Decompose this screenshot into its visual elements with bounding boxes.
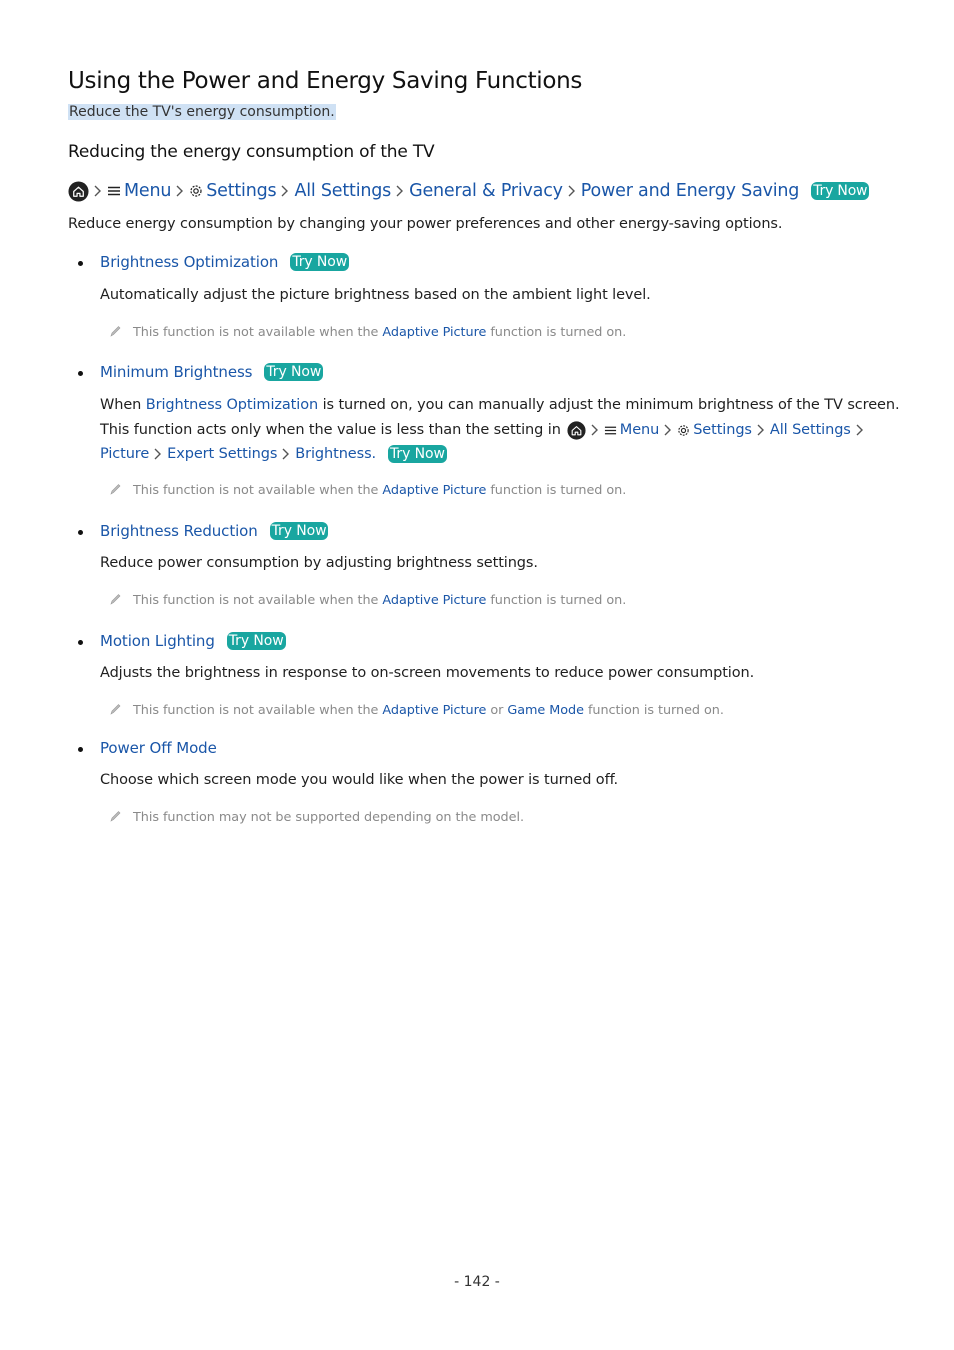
nav-general-privacy[interactable]: General & Privacy bbox=[409, 181, 563, 201]
item-description-line-2: This function acts only when the value is less than the setting in Menu Settings All Settings bbox=[100, 419, 869, 441]
chevron-right-icon bbox=[851, 420, 869, 440]
try-now-button[interactable]: Try Now bbox=[813, 183, 868, 199]
nav-settings[interactable]: Settings bbox=[693, 422, 752, 438]
item-description: Reduce power consumption by adjusting brightness settings. bbox=[100, 555, 538, 571]
try-now-button[interactable]: Try Now bbox=[390, 446, 445, 462]
item-note: This function is not available when the Adaptive Picture function is turned on. bbox=[133, 483, 627, 498]
pencil-note-icon bbox=[108, 809, 122, 823]
chevron-right-icon bbox=[276, 181, 294, 201]
chevron-right-icon bbox=[89, 181, 107, 201]
nav-menu[interactable]: Menu bbox=[124, 181, 172, 201]
menu-icon bbox=[107, 184, 121, 198]
item-description-line-1: When Brightness Optimization is turned on, you can manually adjust the minimum brightness of the TV screen. bbox=[100, 397, 900, 413]
chevron-right-icon bbox=[659, 420, 677, 440]
try-now-button[interactable]: Try Now bbox=[266, 364, 322, 380]
nav-all-settings[interactable]: All Settings bbox=[769, 422, 851, 438]
page-number: - 142 - bbox=[454, 1274, 500, 1290]
page-subtitle: Reduce the TV's energy consumption. bbox=[69, 104, 335, 120]
list-item bbox=[100, 739, 217, 757]
bullet bbox=[78, 747, 83, 752]
item-note: This function is not available when the Adaptive Picture function is turned on. bbox=[133, 325, 627, 340]
nav-settings[interactable]: Settings bbox=[206, 181, 277, 201]
chevron-right-icon bbox=[586, 420, 604, 440]
chevron-right-icon bbox=[563, 181, 581, 201]
page-title: Using the Power and Energy Saving Functions bbox=[68, 68, 583, 94]
item-note: This function may not be supported depending on the model. bbox=[133, 810, 524, 825]
nav-brightness[interactable]: Brightness. bbox=[295, 446, 377, 462]
bullet bbox=[78, 261, 83, 266]
home-icon[interactable] bbox=[567, 421, 586, 440]
nav-all-settings[interactable]: All Settings bbox=[294, 181, 392, 201]
chevron-right-icon bbox=[752, 420, 770, 440]
list-item bbox=[100, 522, 328, 540]
menu-icon bbox=[604, 424, 617, 437]
power-off-mode-link[interactable]: Power Off Mode bbox=[100, 739, 217, 757]
chevron-right-icon bbox=[277, 444, 295, 464]
item-description-line-3 bbox=[100, 443, 447, 465]
pencil-note-icon bbox=[108, 482, 122, 496]
item-description: Adjusts the brightness in response to on-screen movements to reduce power consumption. bbox=[100, 665, 755, 681]
intro-text: Reduce energy consumption by changing your power preferences and other energy-saving options. bbox=[68, 216, 783, 232]
list-item bbox=[100, 253, 349, 271]
motion-lighting-link[interactable]: Motion Lighting bbox=[100, 632, 215, 650]
pencil-note-icon bbox=[108, 324, 122, 338]
item-description: Automatically adjust the picture brightness based on the ambient light level. bbox=[100, 287, 651, 303]
item-description: Choose which screen mode you would like when the power is turned off. bbox=[100, 772, 619, 788]
chevron-right-icon bbox=[171, 181, 189, 201]
settings-path bbox=[68, 178, 869, 204]
brightness-reduction-link[interactable]: Brightness Reduction bbox=[100, 522, 258, 540]
brightness-optimization-link[interactable]: Brightness Optimization bbox=[100, 253, 279, 271]
item-note: This function is not available when the Adaptive Picture function is turned on. bbox=[133, 593, 627, 608]
nav-power-energy[interactable]: Power and Energy Saving bbox=[580, 181, 800, 201]
try-now-button[interactable]: Try Now bbox=[228, 633, 284, 649]
try-now-button[interactable]: Try Now bbox=[271, 523, 327, 539]
try-now-button[interactable]: Try Now bbox=[292, 254, 348, 270]
gear-icon bbox=[677, 424, 690, 437]
chevron-right-icon bbox=[391, 181, 409, 201]
list-item bbox=[100, 363, 323, 381]
bullet bbox=[78, 371, 83, 376]
chevron-right-icon bbox=[149, 444, 167, 464]
item-note: This function is not available when the Adaptive Picture or Game Mode function is turned on. bbox=[133, 703, 724, 718]
gear-icon bbox=[189, 184, 203, 198]
nav-menu[interactable]: Menu bbox=[619, 422, 660, 438]
minimum-brightness-link[interactable]: Minimum Brightness bbox=[100, 363, 253, 381]
nav-picture[interactable]: Picture bbox=[100, 446, 150, 462]
pencil-note-icon bbox=[108, 592, 122, 606]
list-item bbox=[100, 632, 286, 650]
bullet bbox=[78, 530, 83, 535]
pencil-note-icon bbox=[108, 702, 122, 716]
section-heading: Reducing the energy consumption of the TV bbox=[68, 142, 435, 162]
nav-expert-settings[interactable]: Expert Settings bbox=[167, 446, 278, 462]
bullet bbox=[78, 640, 83, 645]
home-icon[interactable] bbox=[68, 181, 89, 202]
